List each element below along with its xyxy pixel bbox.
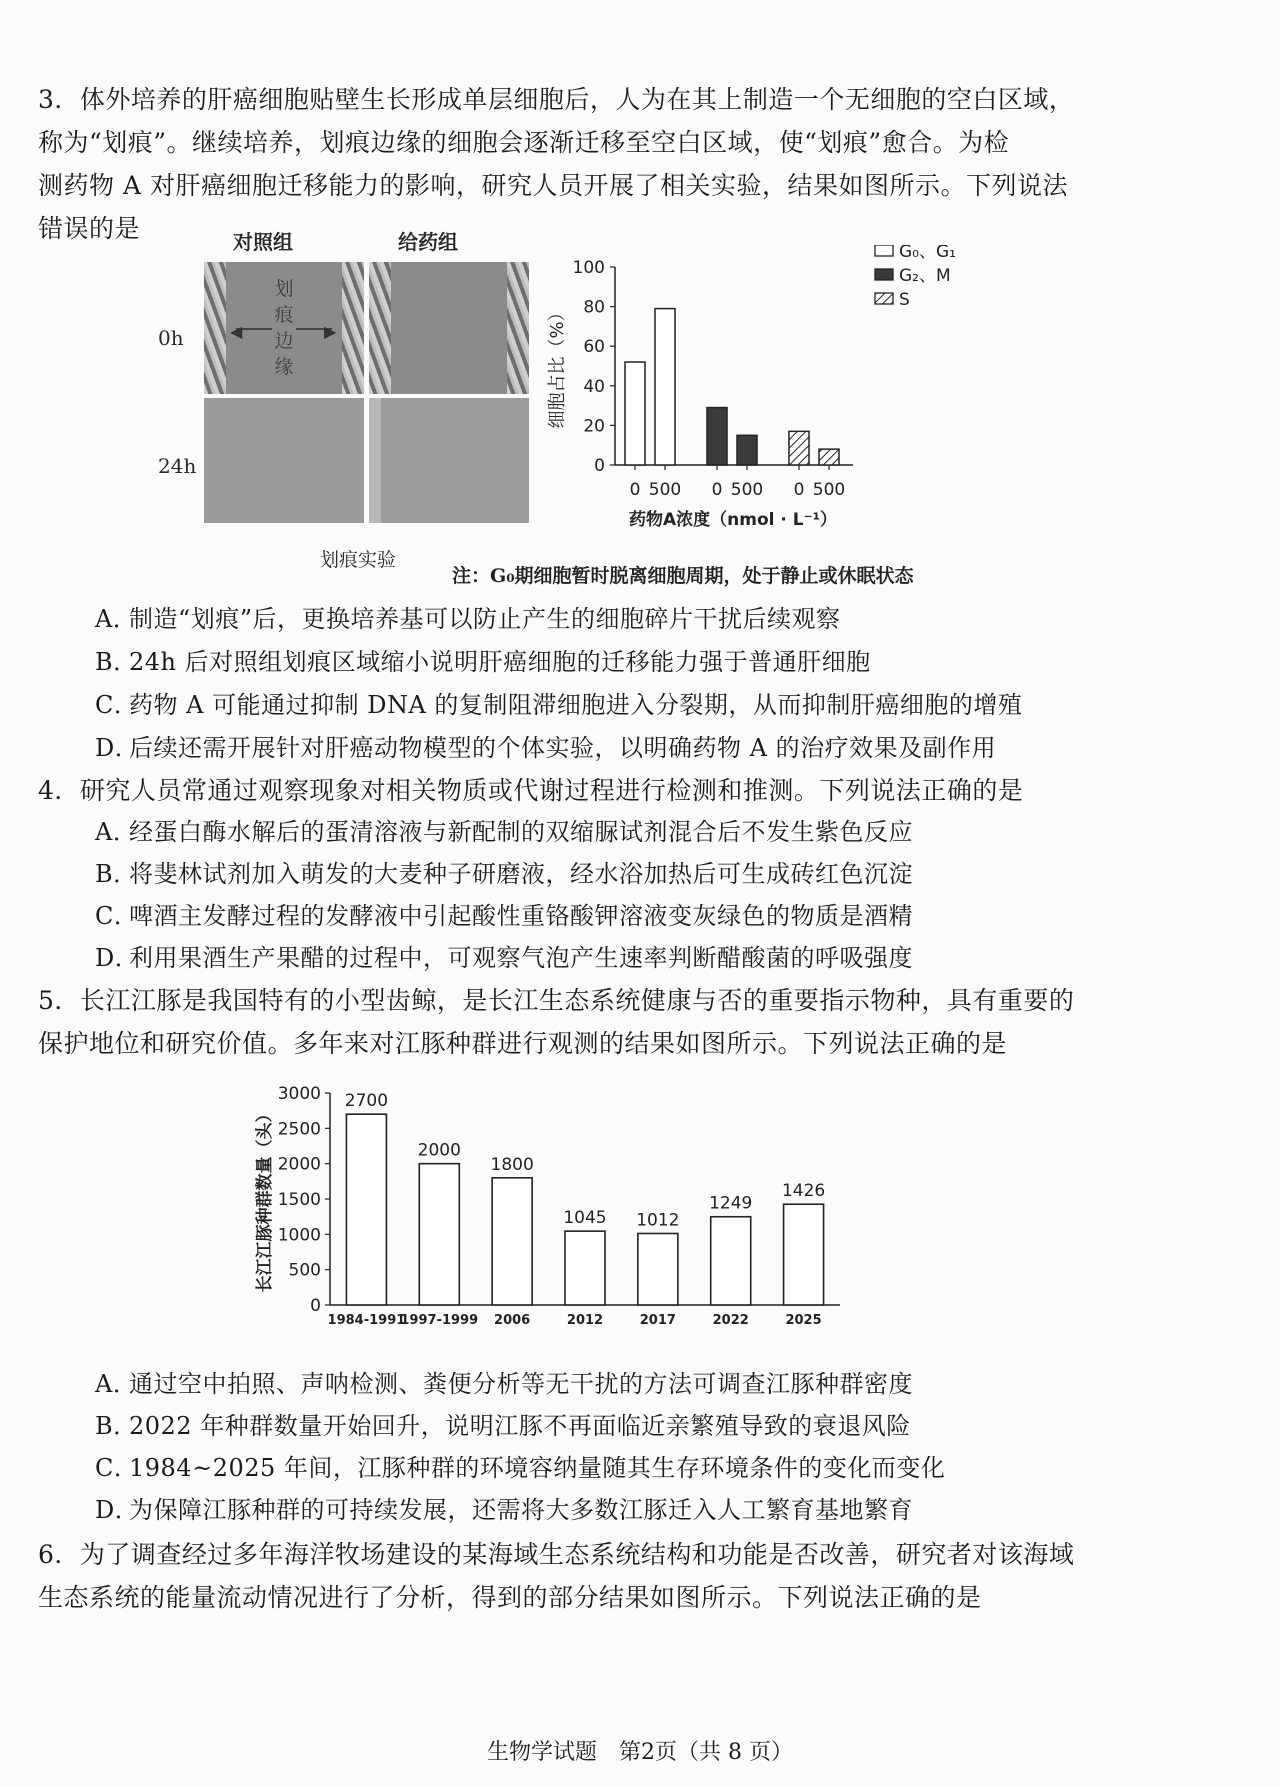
x-tick-label: 500: [648, 480, 682, 500]
population-bar-3: [492, 1178, 532, 1305]
y-axis-label: 细胞占比（%）: [547, 303, 568, 429]
population-value-label: 1800: [490, 1154, 534, 1175]
year-label: 2022: [712, 1313, 749, 1328]
legend-label-3: S: [899, 290, 910, 310]
x-tick-label: 500: [730, 480, 764, 500]
question-6-stem: [38, 1533, 1228, 1619]
legend-swatch-2: [875, 269, 893, 280]
population-value-label: 2000: [417, 1140, 461, 1161]
population-value-label: 1249: [709, 1193, 753, 1214]
year-label: 2017: [639, 1313, 676, 1328]
bar-1-2: [655, 309, 675, 465]
bar-3-1: [789, 431, 809, 465]
y-tick-label: 1000: [277, 1225, 321, 1246]
micrograph-control-0h: ◀ ▶ 划痕边缘: [204, 262, 364, 394]
micrograph-drug-0h: [369, 262, 529, 394]
year-label: 2012: [566, 1313, 604, 1328]
population-bar-7: [784, 1204, 824, 1305]
q4-line-1: 4．研究人员常通过观察现象对相关物质或代谢过程进行检测和推测。下列说法正确的是: [38, 776, 1024, 805]
q4-option-c[interactable]: C．啤酒主发酵过程的发酵液中引起酸性重铬酸钾溶液变灰绿色的物质是酒精: [95, 902, 913, 930]
bar-2-1: [707, 408, 727, 465]
y-tick-label: 2000: [277, 1154, 321, 1175]
q4-option-b[interactable]: B．将斐林试剂加入萌发的大麦种子研磨液，经水浴加热后可生成砖红色沉淀: [95, 860, 913, 888]
drug-group-label: 给药组: [398, 230, 458, 254]
x-tick-label: 0: [793, 480, 805, 500]
scratch-experiment-caption: 划痕实验: [320, 549, 397, 571]
y-tick-label: 0: [310, 1296, 321, 1316]
x-tick-label: 500: [812, 480, 846, 500]
population-bar-5: [638, 1233, 678, 1305]
q5-option-c[interactable]: C．1984~2025 年间，江豚种群的环境容纳量随其生存环境条件的变化而变化: [95, 1454, 946, 1482]
scratch-edge-label: 划痕边缘: [272, 276, 296, 380]
y-tick-label: 80: [583, 297, 605, 318]
q5-line-2: 保护地位和研究价值。多年来对江豚种群进行观测的结果如图所示。下列说法正确的是: [38, 1029, 1008, 1058]
legend-label-2: G₂、M: [899, 266, 951, 286]
page-footer: 生物学试题 第2页（共 8 页）: [487, 1740, 793, 1765]
bar-1-1: [625, 362, 645, 465]
q3-option-b[interactable]: B．24h 后对照组划痕区域缩小说明肝癌细胞的迁移能力强于普通肝细胞: [95, 648, 871, 676]
q4-option-d[interactable]: D．利用果酒生产果醋的过程中，可观察气泡产生速率判断醋酸菌的呼吸强度: [95, 944, 913, 972]
population-bar-2: [419, 1164, 459, 1305]
bar-2-2: [737, 435, 757, 465]
y-tick-label: 60: [583, 337, 605, 358]
y-tick-label: 0: [594, 456, 605, 476]
q6-line-2: 生态系统的能量流动情况进行了分析，得到的部分结果如图所示。下列说法正确的是: [38, 1583, 982, 1612]
y-tick-label: 40: [583, 376, 605, 397]
legend-swatch-1: [875, 245, 893, 256]
q5-line-1: 5．长江江豚是我国特有的小型齿鲸，是长江生态系统健康与否的重要指示物种，具有重要的: [38, 986, 1075, 1015]
population-value-label: 2700: [344, 1091, 389, 1112]
population-bar-4: [565, 1231, 605, 1305]
population-value-label: 1426: [781, 1181, 826, 1202]
g0-note: 注：G₀期细胞暂时脱离细胞周期，处于静止或休眠状态: [452, 565, 914, 587]
population-value-label: 1045: [563, 1208, 607, 1229]
q5-option-b[interactable]: B．2022 年种群数量开始回升，说明江豚不再面临近亲繁殖导致的衰退风险: [95, 1412, 911, 1440]
y-tick-label: 1500: [277, 1190, 321, 1210]
y-axis-label: 长江江豚种群数量（头）: [255, 1105, 275, 1293]
year-label: 2006: [494, 1313, 531, 1328]
legend-label-1: G₀、G₁: [899, 245, 956, 262]
population-bar-6: [711, 1217, 751, 1305]
question-4-stem: [38, 769, 1228, 812]
year-label: 1997-1999: [400, 1313, 479, 1328]
control-group-label: 对照组: [233, 230, 293, 254]
micrograph-control-24h: [204, 398, 364, 523]
q5-option-d[interactable]: D．为保障江豚种群的可持续发展，还需将大多数江豚迁入人工繁育基地繁育: [95, 1496, 913, 1524]
row-0h-label: 0h: [158, 326, 184, 350]
q3-line-4: 错误的是: [38, 214, 141, 243]
porpoise-population-chart: [250, 1075, 850, 1335]
question-5-stem: [38, 979, 1228, 1065]
year-label: 2025: [785, 1313, 822, 1328]
q3-option-d[interactable]: D．后续还需开展针对肝癌动物模型的个体实验，以明确药物 A 的治疗效果及副作用: [95, 734, 997, 762]
q3-option-c[interactable]: C．药物 A 可能通过抑制 DNA 的复制阻滞细胞进入分裂期，从而抑制肝癌细胞的增殖: [95, 691, 1023, 719]
x-axis-label: 药物A浓度（nmol · L⁻¹）: [628, 510, 838, 530]
question-3-stem: [38, 78, 1228, 250]
q3-line-2: 称为“划痕”。继续培养，划痕边缘的细胞会逐渐迁移至空白区域，使“划痕”愈合。为检: [38, 128, 1010, 157]
population-bar-1: [346, 1114, 386, 1305]
q6-line-1: 6．为了调查经过多年海洋牧场建设的某海域生态系统结构和功能是否改善，研究者对该海域: [38, 1540, 1075, 1569]
q5-option-a[interactable]: A．通过空中拍照、声呐检测、粪便分析等无干扰的方法可调查江豚种群密度: [95, 1370, 913, 1398]
year-label: 1984-1991: [327, 1313, 406, 1328]
cell-cycle-chart: [525, 245, 995, 535]
q3-option-a[interactable]: A．制造“划痕”后，更换培养基可以防止产生的细胞碎片干扰后续观察: [95, 605, 841, 633]
q3-line-1: 3．体外培养的肝癌细胞贴壁生长形成单层细胞后，人为在其上制造一个无细胞的空白区域，: [38, 85, 1075, 114]
population-value-label: 1012: [636, 1210, 680, 1231]
x-tick-label: 0: [629, 480, 641, 500]
x-tick-label: 0: [711, 480, 723, 500]
legend-swatch-3: [875, 293, 893, 304]
y-tick-label: 100: [572, 258, 605, 278]
q4-option-a[interactable]: A．经蛋白酶水解后的蛋清溶液与新配制的双缩脲试剂混合后不发生紫色反应: [95, 818, 913, 846]
bar-3-2: [819, 449, 839, 465]
micrograph-drug-24h: [369, 398, 529, 523]
y-tick-label: 3000: [277, 1084, 321, 1104]
q3-line-3: 测药物 A 对肝癌细胞迁移能力的影响，研究人员开展了相关实验，结果如图所示。下列说法: [38, 171, 1068, 200]
y-tick-label: 20: [583, 416, 605, 437]
y-tick-label: 2500: [277, 1119, 321, 1140]
row-24h-label: 24h: [158, 454, 197, 478]
y-tick-label: 500: [288, 1260, 321, 1281]
